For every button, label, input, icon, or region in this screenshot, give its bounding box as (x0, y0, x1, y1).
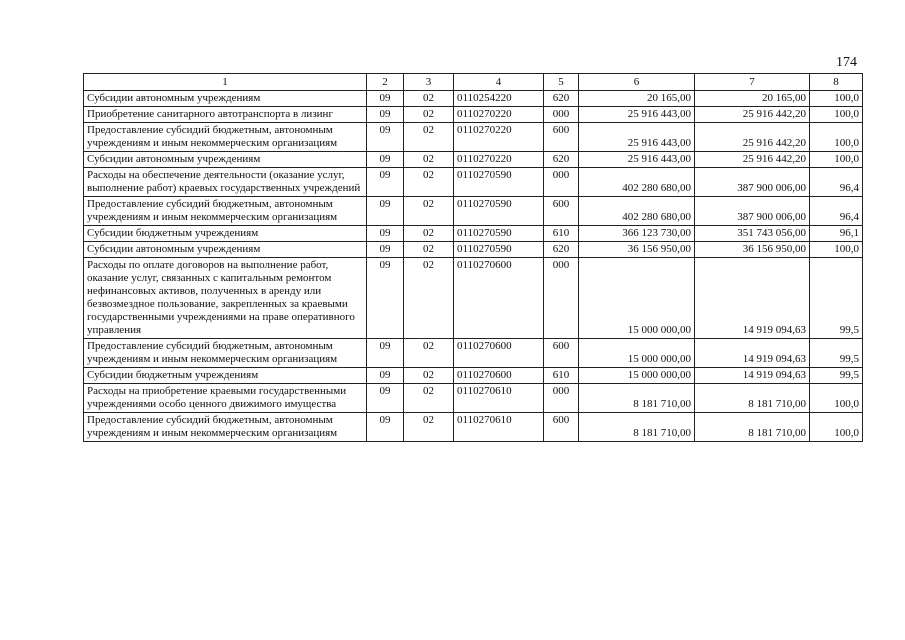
row-actual-amount: 36 156 950,00 (695, 242, 810, 258)
row-description: Предоставление субсидий бюджетным, автономным учреждениям и иным некоммерческим организациям (84, 197, 367, 226)
row-target-code: 0110270590 (454, 242, 544, 258)
row-actual-amount: 14 919 094,63 (695, 368, 810, 384)
row-expense-type: 620 (544, 91, 579, 107)
table-row (84, 168, 863, 197)
row-percent: 99,5 (810, 339, 863, 368)
row-target-code: 0110254220 (454, 91, 544, 107)
row-description: Субсидии бюджетным учреждениям (84, 368, 367, 384)
row-subsection: 02 (404, 123, 454, 152)
row-subsection: 02 (404, 242, 454, 258)
row-target-code: 0110270220 (454, 152, 544, 168)
header-col-7: 7 (695, 74, 810, 91)
header-col-4: 4 (454, 74, 544, 91)
row-percent: 96,4 (810, 197, 863, 226)
row-planned-amount: 402 280 680,00 (579, 168, 695, 197)
row-section: 09 (367, 107, 404, 123)
row-actual-amount: 8 181 710,00 (695, 384, 810, 413)
row-section: 09 (367, 168, 404, 197)
row-percent: 100,0 (810, 384, 863, 413)
row-actual-amount: 20 165,00 (695, 91, 810, 107)
row-section: 09 (367, 339, 404, 368)
row-target-code: 0110270220 (454, 107, 544, 123)
row-actual-amount: 14 919 094,63 (695, 258, 810, 339)
row-expense-type: 610 (544, 368, 579, 384)
row-actual-amount: 14 919 094,63 (695, 339, 810, 368)
row-expense-type: 000 (544, 168, 579, 197)
row-subsection: 02 (404, 413, 454, 442)
header-col-2: 2 (367, 74, 404, 91)
table-row (84, 226, 863, 242)
row-subsection: 02 (404, 384, 454, 413)
row-description: Расходы на приобретение краевыми государственными учреждениями особо ценного движимого имущества (84, 384, 367, 413)
table-row (84, 123, 863, 152)
row-expense-type: 000 (544, 258, 579, 339)
header-col-8: 8 (810, 74, 863, 91)
row-description: Предоставление субсидий бюджетным, автономным учреждениям и иным некоммерческим организациям (84, 339, 367, 368)
row-target-code: 0110270600 (454, 339, 544, 368)
table-row (84, 91, 863, 107)
row-subsection: 02 (404, 152, 454, 168)
row-expense-type: 600 (544, 339, 579, 368)
row-subsection: 02 (404, 226, 454, 242)
row-expense-type: 620 (544, 152, 579, 168)
row-percent: 99,5 (810, 258, 863, 339)
row-section: 09 (367, 152, 404, 168)
row-expense-type: 610 (544, 226, 579, 242)
budget-table (83, 73, 863, 442)
row-description: Предоставление субсидий бюджетным, автономным учреждениям и иным некоммерческим организациям (84, 123, 367, 152)
row-target-code: 0110270220 (454, 123, 544, 152)
row-percent: 100,0 (810, 107, 863, 123)
row-description: Субсидии автономным учреждениям (84, 242, 367, 258)
header-row (84, 74, 863, 91)
row-section: 09 (367, 384, 404, 413)
table-row (84, 339, 863, 368)
header-col-5: 5 (544, 74, 579, 91)
row-section: 09 (367, 258, 404, 339)
row-description: Субсидии автономным учреждениям (84, 91, 367, 107)
table-row (84, 368, 863, 384)
table-row (84, 384, 863, 413)
row-planned-amount: 15 000 000,00 (579, 258, 695, 339)
row-target-code: 0110270590 (454, 197, 544, 226)
row-planned-amount: 25 916 443,00 (579, 107, 695, 123)
row-subsection: 02 (404, 107, 454, 123)
row-actual-amount: 387 900 006,00 (695, 197, 810, 226)
row-description: Расходы на обеспечение деятельности (оказание услуг, выполнение работ) краевых государственных учреждений (84, 168, 367, 197)
row-section: 09 (367, 226, 404, 242)
row-description: Расходы по оплате договоров на выполнение работ, оказание услуг, связанных с капитальным ремонтом нефинансовых активов, полученных в аренду или безвозмездное пользование, закрепленных за краевыми государственными учреждениями на праве оперативного управления (84, 258, 367, 339)
row-subsection: 02 (404, 368, 454, 384)
header-col-3: 3 (404, 74, 454, 91)
row-percent: 100,0 (810, 123, 863, 152)
row-target-code: 0110270590 (454, 168, 544, 197)
row-expense-type: 600 (544, 413, 579, 442)
row-expense-type: 000 (544, 107, 579, 123)
page-number: 174 (836, 55, 857, 70)
table-row (84, 107, 863, 123)
row-planned-amount: 20 165,00 (579, 91, 695, 107)
row-planned-amount: 8 181 710,00 (579, 413, 695, 442)
row-planned-amount: 366 123 730,00 (579, 226, 695, 242)
row-expense-type: 000 (544, 384, 579, 413)
row-expense-type: 600 (544, 123, 579, 152)
row-planned-amount: 36 156 950,00 (579, 242, 695, 258)
row-planned-amount: 402 280 680,00 (579, 197, 695, 226)
row-target-code: 0110270610 (454, 413, 544, 442)
row-target-code: 0110270600 (454, 368, 544, 384)
row-planned-amount: 25 916 443,00 (579, 123, 695, 152)
row-actual-amount: 387 900 006,00 (695, 168, 810, 197)
row-percent: 96,1 (810, 226, 863, 242)
row-section: 09 (367, 413, 404, 442)
row-target-code: 0110270600 (454, 258, 544, 339)
row-target-code: 0110270610 (454, 384, 544, 413)
row-actual-amount: 8 181 710,00 (695, 413, 810, 442)
table-row (84, 242, 863, 258)
row-section: 09 (367, 242, 404, 258)
row-planned-amount: 15 000 000,00 (579, 368, 695, 384)
row-expense-type: 600 (544, 197, 579, 226)
row-actual-amount: 25 916 442,20 (695, 107, 810, 123)
row-section: 09 (367, 368, 404, 384)
table-body (84, 91, 863, 442)
row-section: 09 (367, 123, 404, 152)
row-planned-amount: 25 916 443,00 (579, 152, 695, 168)
row-percent: 100,0 (810, 91, 863, 107)
table-row (84, 197, 863, 226)
row-section: 09 (367, 91, 404, 107)
row-percent: 100,0 (810, 152, 863, 168)
row-percent: 100,0 (810, 242, 863, 258)
row-description: Предоставление субсидий бюджетным, автономным учреждениям и иным некоммерческим организациям (84, 413, 367, 442)
row-description: Субсидии бюджетным учреждениям (84, 226, 367, 242)
row-percent: 99,5 (810, 368, 863, 384)
row-subsection: 02 (404, 339, 454, 368)
table-row (84, 152, 863, 168)
row-actual-amount: 25 916 442,20 (695, 152, 810, 168)
row-section: 09 (367, 197, 404, 226)
header-col-6: 6 (579, 74, 695, 91)
row-expense-type: 620 (544, 242, 579, 258)
row-actual-amount: 25 916 442,20 (695, 123, 810, 152)
row-planned-amount: 8 181 710,00 (579, 384, 695, 413)
table-row (84, 258, 863, 339)
row-subsection: 02 (404, 258, 454, 339)
row-percent: 96,4 (810, 168, 863, 197)
row-target-code: 0110270590 (454, 226, 544, 242)
row-percent: 100,0 (810, 413, 863, 442)
row-planned-amount: 15 000 000,00 (579, 339, 695, 368)
row-description: Субсидии автономным учреждениям (84, 152, 367, 168)
row-actual-amount: 351 743 056,00 (695, 226, 810, 242)
row-description: Приобретение санитарного автотранспорта в лизинг (84, 107, 367, 123)
header-col-1: 1 (84, 74, 367, 91)
table-row (84, 413, 863, 442)
row-subsection: 02 (404, 168, 454, 197)
row-subsection: 02 (404, 197, 454, 226)
row-subsection: 02 (404, 91, 454, 107)
